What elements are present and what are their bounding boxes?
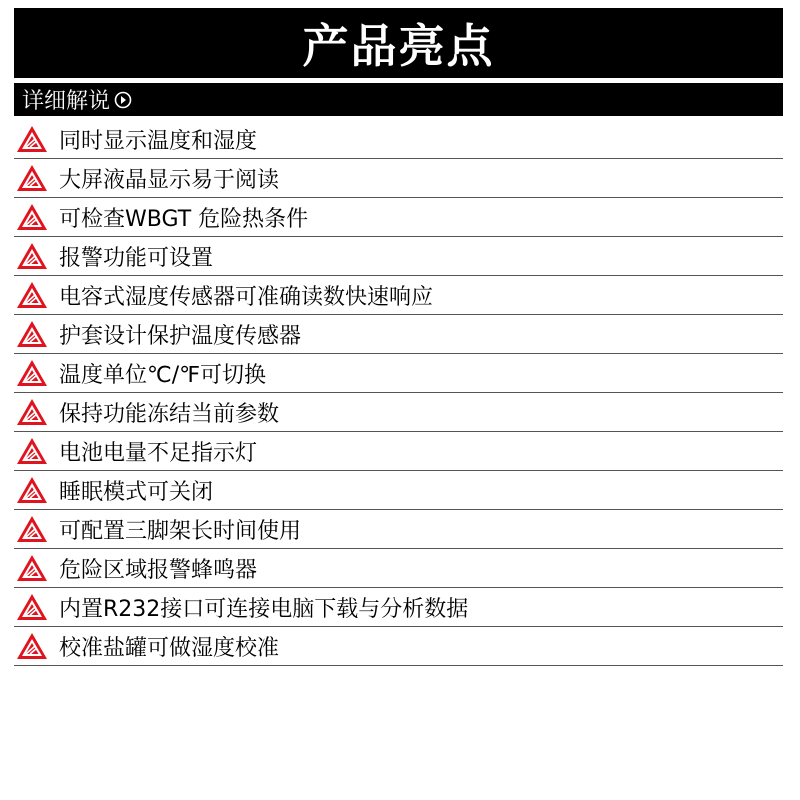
feature-text: 可配置三脚架长时间使用 [59, 518, 302, 544]
feature-item [14, 627, 783, 666]
feature-item [14, 198, 783, 237]
circle-arrow-right-icon[interactable] [114, 91, 132, 109]
warning-triangle-icon [15, 358, 49, 388]
feature-item [14, 120, 783, 159]
feature-text: 内置R232接口可连接电脑下载与分析数据 [59, 596, 469, 622]
feature-item [14, 159, 783, 198]
feature-item [14, 354, 783, 393]
warning-triangle-icon [15, 397, 49, 427]
warning-triangle-icon [15, 631, 49, 661]
warning-triangle-icon [15, 592, 49, 622]
feature-text: 电池电量不足指示灯 [59, 440, 258, 466]
warning-triangle-icon [15, 319, 49, 349]
feature-text: 校准盐罐可做湿度校准 [59, 635, 280, 661]
details-bar[interactable] [14, 83, 783, 116]
warning-triangle-icon [15, 280, 49, 310]
feature-item [14, 393, 783, 432]
title-bar [14, 8, 783, 78]
warning-triangle-icon [15, 436, 49, 466]
details-label: 详细解说 [22, 89, 111, 114]
warning-triangle-icon [15, 475, 49, 505]
feature-text: 报警功能可设置 [59, 245, 214, 271]
warning-triangle-icon [15, 124, 49, 154]
feature-text: 睡眠模式可关闭 [59, 479, 214, 505]
feature-text: 危险区域报警蜂鸣器 [59, 557, 258, 583]
feature-text: 大屏液晶显示易于阅读 [59, 167, 280, 193]
feature-text: 可检查WBGT 危险热条件 [59, 206, 309, 232]
page-title: 产品亮点 [302, 19, 495, 73]
warning-triangle-icon [15, 163, 49, 193]
feature-item [14, 315, 783, 354]
feature-text: 保持功能冻结当前参数 [59, 401, 280, 427]
feature-text: 电容式湿度传感器可准确读数快速响应 [59, 284, 434, 310]
feature-item [14, 237, 783, 276]
feature-list [14, 120, 783, 666]
warning-triangle-icon [15, 202, 49, 232]
feature-text: 同时显示温度和湿度 [59, 128, 258, 154]
feature-item [14, 588, 783, 627]
feature-item [14, 432, 783, 471]
warning-triangle-icon [15, 514, 49, 544]
feature-text: 温度单位℃/℉可切换 [59, 362, 267, 388]
warning-triangle-icon [15, 241, 49, 271]
feature-item [14, 276, 783, 315]
warning-triangle-icon [15, 553, 49, 583]
feature-text: 护套设计保护温度传感器 [59, 323, 302, 349]
feature-item [14, 510, 783, 549]
feature-item [14, 471, 783, 510]
feature-item [14, 549, 783, 588]
